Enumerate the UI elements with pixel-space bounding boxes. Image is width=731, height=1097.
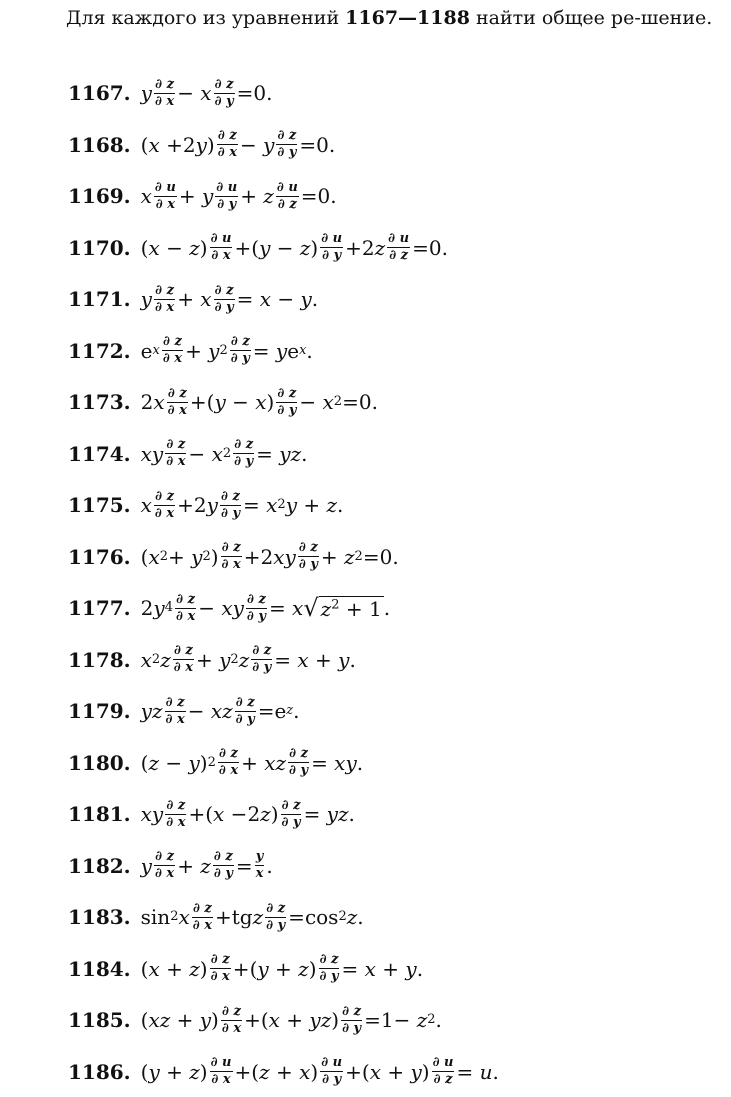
problem-item xyxy=(68,1047,499,1097)
problem-item xyxy=(68,68,272,118)
problem-equation: xy ∂ z ∂ x + ( x − 2 z ) ∂ z ∂ y = yz . xyxy=(140,797,355,830)
problem-item xyxy=(68,480,343,530)
problem-number: 1170. xyxy=(68,235,131,260)
problem-number: 1180. xyxy=(68,750,131,775)
problem-number: 1178. xyxy=(68,647,131,672)
problem-item xyxy=(68,274,318,324)
problem-number: 1181. xyxy=(68,802,131,826)
problem-item xyxy=(68,532,399,582)
problem-number: 1169. xyxy=(68,184,131,208)
problem-equation: y ∂ z ∂ x + z ∂ z ∂ y = y x . xyxy=(140,849,273,881)
problem-item xyxy=(68,892,364,942)
problem-number: 1179. xyxy=(68,699,131,723)
problem-item xyxy=(68,738,363,788)
problem-equation: ( x 2 + y 2 ) ∂ z ∂ x + 2 xy ∂ z ∂ y + z 2 = 0 . xyxy=(140,540,399,572)
problem-equation: y ∂ z ∂ x − x ∂ z ∂ y = 0 . xyxy=(140,76,273,109)
problem-equation: ( x + z ) ∂ z ∂ x + ( y + z ) ∂ z ∂ y = x + y . xyxy=(140,952,424,984)
problem-number: 1174. xyxy=(68,441,131,466)
problem-equation: ( x + 2 y ) ∂ z ∂ x − y ∂ z ∂ y = 0 . xyxy=(140,128,336,160)
problem-equation: ( x − z ) ∂ u ∂ x + ( y − z ) ∂ u ∂ y + 2 z ∂ u ∂ z = 0 . xyxy=(140,231,448,263)
problem-number: 1184. xyxy=(68,956,131,981)
problem-item xyxy=(68,429,307,479)
problem-equation: 2 y 4 ∂ z ∂ x − xy ∂ z ∂ y = x √ $z^2 + 1$ . xyxy=(140,591,391,624)
problem-number: 1175. xyxy=(68,493,131,517)
problem-item xyxy=(68,635,356,685)
problem-item xyxy=(68,944,423,994)
intro-text-after: найти общее ре-шение. xyxy=(469,7,713,29)
problem-equation: ( y + z ) ∂ u ∂ x + ( z + x ) ∂ u ∂ y + ( x + y ) ∂ u ∂ z = u . xyxy=(140,1055,499,1087)
intro-problem-range: 1167—1188 xyxy=(345,7,470,29)
problem-item xyxy=(68,377,378,427)
problem-item xyxy=(68,326,313,376)
problem-equation: e x ∂ z ∂ x + y 2 ∂ z ∂ y = y e x . xyxy=(140,334,313,366)
problem-equation: yz ∂ z ∂ x − xz ∂ z ∂ y = e z . xyxy=(140,694,300,727)
problem-equation: x 2 z ∂ z ∂ x + y 2 z ∂ z ∂ y = x + y . xyxy=(140,643,356,675)
problem-number: 1173. xyxy=(68,390,131,414)
problem-equation: x ∂ z ∂ x + 2 y ∂ z ∂ y = x 2 y + z . xyxy=(140,488,344,521)
problem-item xyxy=(68,789,355,839)
problem-item xyxy=(68,223,448,273)
problem-number: 1186. xyxy=(68,1059,131,1084)
problem-number: 1176. xyxy=(68,544,131,569)
problem-item xyxy=(68,841,273,891)
problem-item xyxy=(68,120,335,170)
problem-equation: xy ∂ z ∂ x − x 2 ∂ z ∂ y = yz . xyxy=(140,437,308,469)
problem-equation: ( xz + y ) ∂ z ∂ x + ( x + yz ) ∂ z ∂ y = 1 − z 2 . xyxy=(140,1003,442,1036)
problem-equation: ( z − y ) 2 ∂ z ∂ x + xz ∂ z ∂ y = xy . xyxy=(140,746,364,778)
problem-number: 1171. xyxy=(68,287,131,311)
problem-number: 1185. xyxy=(68,1008,131,1032)
problem-equation: 2 x ∂ z ∂ x + ( y − x ) ∂ z ∂ y − x 2 = 0 . xyxy=(140,385,378,418)
problem-number: 1177. xyxy=(68,596,131,620)
problem-item xyxy=(68,171,337,221)
problem-number: 1172. xyxy=(68,338,131,363)
problem-item xyxy=(68,995,442,1045)
problem-number: 1183. xyxy=(68,905,131,929)
problem-item xyxy=(68,583,390,633)
problem-equation: x ∂ u ∂ x + y ∂ u ∂ y + z ∂ u ∂ z = 0 . xyxy=(140,179,337,212)
problem-number: 1168. xyxy=(68,132,131,157)
problem-number: 1167. xyxy=(68,81,131,105)
problem-equation: sin 2 x ∂ z ∂ x + tg z ∂ z ∂ y = cos 2 z . xyxy=(140,900,364,933)
intro-text-before: Для каждого из уравнений xyxy=(66,7,346,29)
problem-item xyxy=(68,686,300,736)
problem-equation: y ∂ z ∂ x + x ∂ z ∂ y = x − y . xyxy=(140,282,319,315)
problem-number: 1182. xyxy=(68,853,131,878)
